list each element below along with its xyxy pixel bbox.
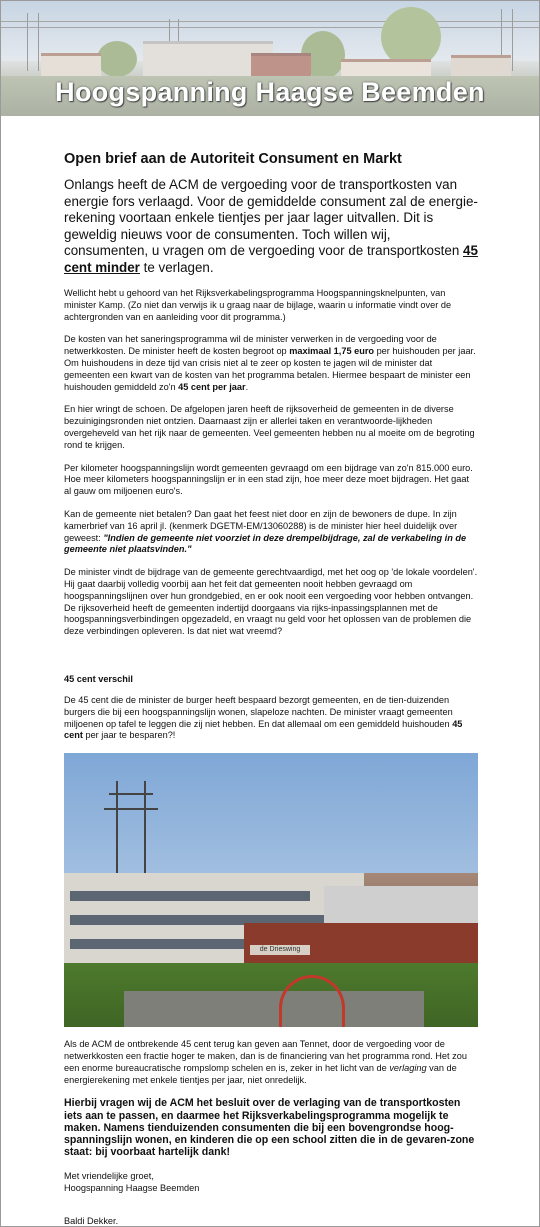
playground [124, 991, 424, 1027]
pylon-arm [109, 793, 153, 795]
p8-text: Als de ACM de ontbrekende 45 cent terug kan geven aan Tennet, door de vergoeding voor de netwerkkosten een fractie hoger te maken, dan is de financiering van het programma rond. Het zou een enorme bureaucratische rompslomp schelen en is, zeker in het licht van de [64, 1039, 467, 1073]
lead-text: Onlangs heeft de ACM de vergoeding voor de transportkosten van energie fors verlaagd. Voor de gemiddelde consument zal de energie-rekening voortaan enkele tientjes per jaar lager uitvallen. Dit is geweldig nieuws voor de consumenten. Toch willen wij, consumenten, u vragen om de vergoeding voor de transportkosten [64, 177, 478, 258]
p5-quote: "Indien de gemeente niet voorziet in deze drempelbijdrage, zal de verkabeling in de gemeente [64, 532, 467, 555]
lead-text-end: te verlagen. [139, 259, 214, 275]
p7-text-end: per jaar te besparen?! [82, 730, 176, 741]
letter-title: Open brief aan de Autoriteit Consument en Markt [64, 151, 402, 167]
greeting-block [64, 1171, 478, 1195]
greeting: Met vriendelijke groet, [64, 1170, 154, 1181]
pylon-arm [104, 808, 158, 810]
paragraph-8 [64, 1039, 478, 1086]
school-photo [64, 753, 478, 1027]
p2-bold-savings: 45 cent per jaar [178, 381, 246, 392]
p5-text: Kan de gemeente niet betalen? Dan gaat het feest niet door en zijn de bewoners de dupe. In zijn kamerbrief van 16 april jl. (kenmerk DGETM-EM/13060288) is de minister hier heel duidelijk over geweest: [64, 508, 458, 543]
paragraph-4: Per kilometer hoogspanningslijn wordt gemeenten gevraagd om een bijdrage van zo'n 815.000 euro. Hoe meer kilometers hoogspanningslijn er in een stad zijn, hoe meer deze moet bijdragen. Het gaat al gauw om miljoenen euro's. [64, 462, 473, 497]
p5-quote-emphasis: niet plaatsvinden [109, 544, 185, 555]
p7-bold: 45 cent [64, 718, 463, 741]
closing-paragraph: Hierbij vragen wij de ACM het besluit over de verlaging van de transportkosten iets aan te passen, en daarmee het Rijksverkabelingsprogramma mogelijk te maken. Namens tienduizenden consumenten die bij een bovengrondse hoog-spanningslijn wonen, en kinderen die op een school zitten die in de gevaren-zone staat: bij voorbaat hartelijk dank! [64, 1097, 475, 1159]
paragraph-2 [64, 334, 478, 393]
school-sign: de Drieswing [250, 945, 310, 955]
paragraph-7 [64, 695, 478, 742]
banner-title: Hoogspanning Haagse Beemden [55, 77, 485, 107]
letter [64, 151, 478, 1227]
school-upper-block [324, 886, 478, 926]
organization-name: Hoogspanning Haagse Beemden [64, 1182, 200, 1193]
window-row [70, 891, 310, 901]
paragraph-3: En hier wringt de schoen. De afgelopen jaren heeft de rijksoverheid de gemeenten in de diverse bezuinigingsronden niet ontzien. Daarnaast zijn er allerlei taken en verantwoorde-lijkheden overgeheveld van het rijk naar de gemeenten. Veel gemeenten hebben nu al moeite om de begroting rond te krijgen. [64, 404, 475, 450]
signature: Baldi Dekker. [64, 1216, 119, 1227]
section-heading: 45 cent verschil [64, 673, 133, 684]
lead-emphasis: 45 cent minder [64, 243, 478, 275]
p2-bold-amount: maximaal 1,75 euro [289, 346, 375, 357]
p8-text-end: van de energierekening met enkele tientjes per jaar, niet onredelijk. [64, 1062, 457, 1085]
paragraph-5 [64, 509, 478, 556]
p2-text-end: . [245, 381, 249, 392]
p5-quote-end: ." [184, 544, 192, 555]
paragraph-1: Wellicht hebt u gehoord van het Rijksverkabelingsprogramma Hoogspanningsknelpunten, van minister Kamp. (Zo niet dan verwijs ik u graag naar de bijlage, waarin u informatie vindt over de achtergronden van en aanleiding voor dit programma.) [64, 288, 452, 322]
window-row [70, 939, 270, 949]
paragraph-6: De minister vindt de bijdrage van de gemeente gerechtvaardigd, met het oog op 'de lokale voordelen'. Hij gaat daarbij volledig voorbij aan het feit dat gemeenten nooit hebben gevraagd om hoogspanningslijnen over hun grondgebied, en er ook nooit een vergoeding voor hebben ontvangen. De rijksoverheid heeft de gemeenten indertijd doorgaans via rijks-inpassingsplannen met de hoogspanningsverbindingen opgezadeld, en vraagt nu geld voor het oplossen van de problemen die deze verbindingen opleveren. Is dat niet wat vreemd? [64, 567, 478, 637]
p7-text: De 45 cent die de minister de burger heeft bespaard bezorgt gemeenten, en de tien-duizenden burgers die bij een hoogspanningslijn wonen, slapeloze nachten. De minister vraagt gemeenten miljoenen op tafel te leggen die zij niet hebben. En dat allemaal om een gemiddeld huishouden [64, 694, 453, 729]
p8-italic: verlaging [389, 1062, 427, 1073]
pylon-icon [116, 781, 146, 876]
lead-paragraph [64, 177, 478, 276]
p2-text-mid: per huishouden per jaar. Om huishoudens in deze tijd van crisis niet al te zeer op kosten te jagen wil de minister dat gemeenten een kwart van de kosten van het programma betalen. Hiermee bespaart de minister een huishouden gemiddeld zo'n [64, 346, 476, 392]
header-banner [1, 1, 539, 116]
p2-text: De kosten van het saneringsprogramma wil de minister verwerken in de vergoeding voor de netwerkkosten. De minister heeft de kosten begroot op [64, 334, 437, 357]
